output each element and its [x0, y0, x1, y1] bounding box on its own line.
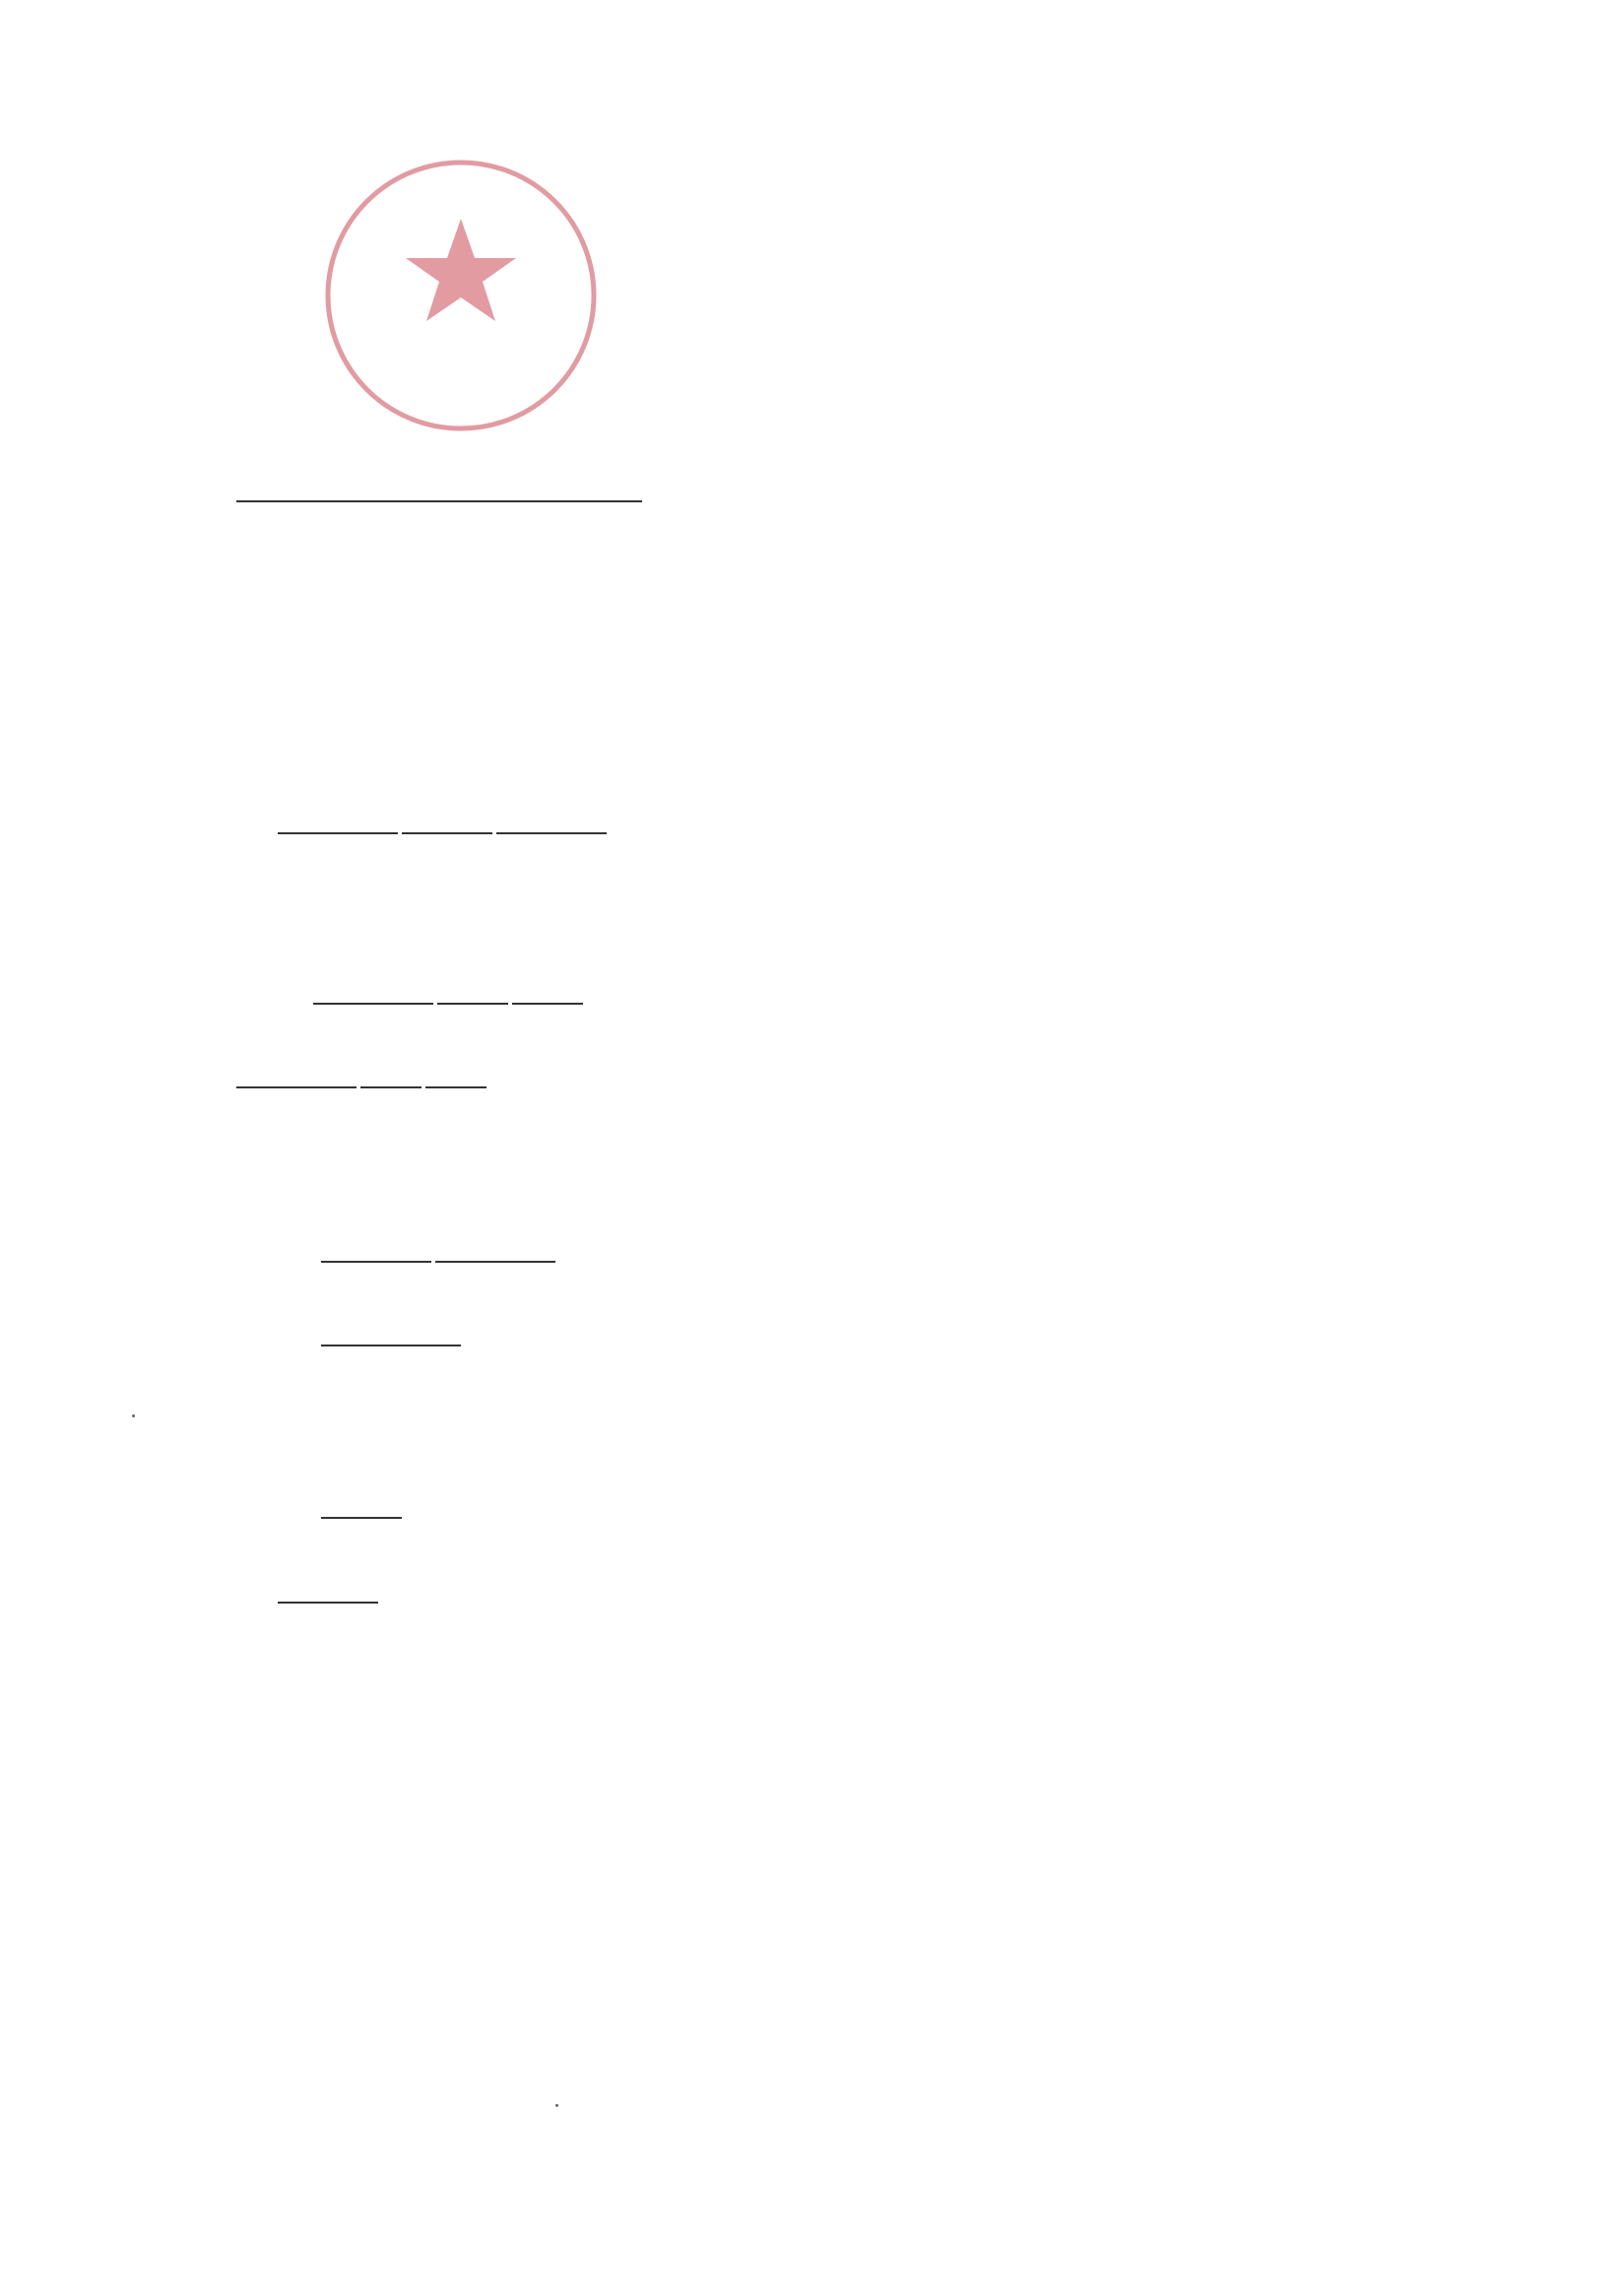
seal-star-icon	[406, 219, 516, 321]
seal-graphic	[313, 148, 609, 443]
clause-3-item-1-line	[319, 1231, 557, 1273]
end-month	[360, 1086, 421, 1088]
party-b-line	[234, 459, 644, 502]
clause-4-line	[276, 1572, 380, 1613]
clause-2-end-line	[234, 1057, 488, 1098]
clause-3-item-1-line-2	[319, 1315, 463, 1356]
clause-3-item-2-line	[319, 1487, 404, 1529]
party-a-line	[234, 372, 323, 414]
start-month	[437, 1003, 508, 1005]
clause-1-area	[496, 832, 607, 834]
monthly-rent	[435, 1261, 555, 1263]
party-b-field	[236, 459, 642, 502]
clause-2-start-line	[311, 973, 585, 1015]
deposit-amount	[278, 1602, 378, 1604]
clause-1-line	[276, 803, 609, 844]
start-year	[313, 1003, 433, 1005]
end-year	[236, 1086, 357, 1088]
rent-rate	[321, 1261, 431, 1263]
start-day	[512, 1003, 583, 1005]
official-seal	[313, 148, 609, 443]
yearly-rent	[321, 1345, 461, 1346]
scan-speck	[132, 1414, 135, 1417]
clause-1-unit	[402, 832, 492, 834]
payment-period	[321, 1517, 402, 1519]
end-day	[425, 1086, 486, 1088]
scan-speck	[555, 2104, 558, 2107]
clause-1-street	[278, 832, 398, 834]
